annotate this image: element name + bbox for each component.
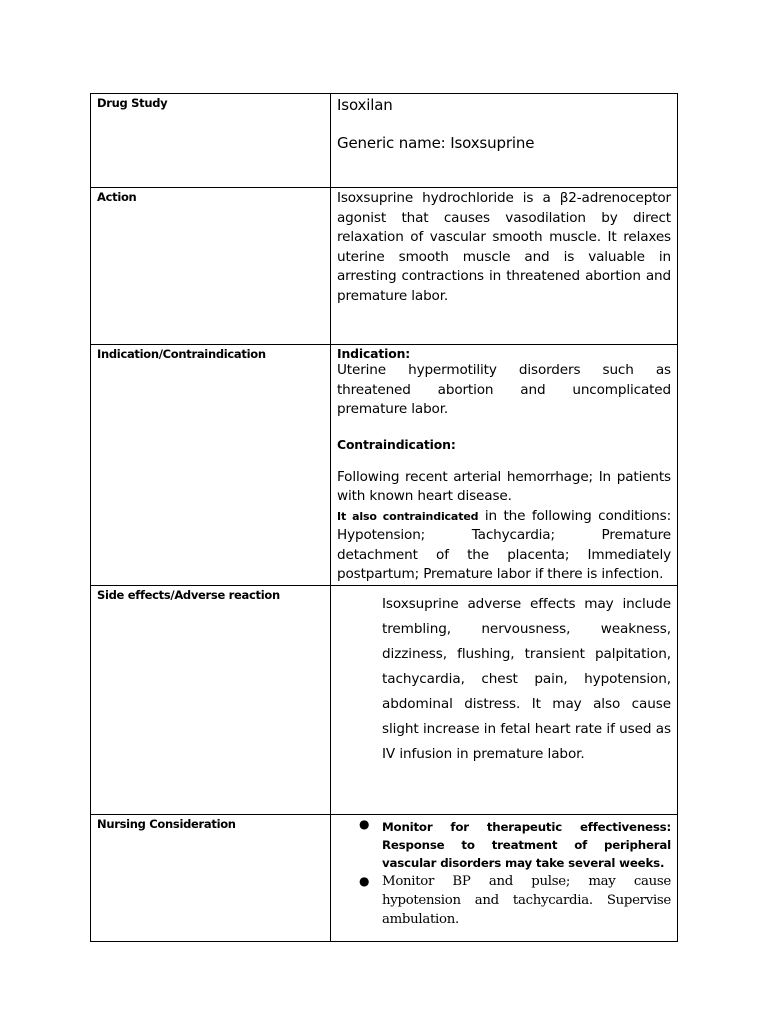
contraindication-conditions: [337, 507, 671, 585]
nursing-row: [91, 814, 678, 941]
nursing-label-cell: [91, 814, 331, 941]
side-effects-label: Side effects/Adverse reaction: [97, 587, 280, 602]
action-label-cell: [91, 188, 331, 345]
indication-text: Uterine hypermotility disorders such as threatened abortion and uncomplicated premature labor.: [337, 362, 671, 417]
action-text: Isoxsuprine hydrochloride is a β2-adrenoceptor agonist that causes vasodilation by direct relaxation of vascular smooth muscle. It relaxes uterine smooth muscle and is valuable in arresting contractions in threatened abortion and premature labor.: [337, 190, 671, 304]
indication-label-cell: [91, 345, 331, 586]
also-contraindicated-bold: It also contraindicated: [337, 509, 479, 523]
drug-study-label-cell: [91, 94, 331, 188]
nursing-content-cell: [331, 814, 678, 941]
list-item: [353, 815, 671, 872]
generic-name: Generic name: Isoxsuprine: [337, 134, 535, 152]
drug-study-label: Drug Study: [97, 96, 168, 110]
action-row: [91, 188, 678, 345]
nursing-bullet-2: Monitor BP and pulse; may cause hypotension and tachycardia. Supervise ambulation.: [382, 873, 671, 927]
side-effects-content-cell: [331, 585, 678, 814]
bullet-icon: ●: [359, 873, 370, 888]
action-label: Action: [97, 190, 137, 204]
nursing-list: [331, 815, 677, 929]
drug-study-table: [90, 93, 678, 942]
drug-study-row: [91, 94, 678, 188]
indication-content-cell: [331, 345, 678, 586]
also-contraindicated-rest: in the following conditions: Hypotension; Tachycardia; Premature detachment of the placenta; Immediately postpartum; Premature labor if there is infection.: [337, 507, 672, 582]
drug-study-content-cell: [331, 94, 678, 188]
side-effects-label-cell: [91, 585, 331, 814]
side-effects-text: Isoxsuprine adverse effects may include trembling, nervousness, weakness, dizziness, flushing, transient palpitation, tachycardia, chest pain, hypotension, abdominal distress. It may also cause slight increase in fetal heart rate if used as IV infusion in premature labor.: [382, 595, 671, 763]
bullet-icon: ●: [359, 816, 370, 831]
side-effects-row: [91, 585, 678, 814]
list-item: [353, 872, 671, 929]
contraindication-heading: Contraindication:: [337, 436, 456, 452]
nursing-bullet-1: Monitor for therapeutic effectiveness: Response to treatment of peripheral vascular disorders may take several weeks.: [382, 819, 671, 870]
action-content-cell: [331, 188, 678, 345]
nursing-label: Nursing Consideration: [97, 816, 236, 831]
contraindication-text: Following recent arterial hemorrhage; In patients with known heart disease.: [337, 468, 671, 504]
indication-row: [91, 345, 678, 586]
indication-label: Indication/Contraindication: [97, 347, 266, 361]
brand-name: Isoxilan: [337, 96, 393, 114]
indication-heading: Indication:: [337, 346, 411, 361]
